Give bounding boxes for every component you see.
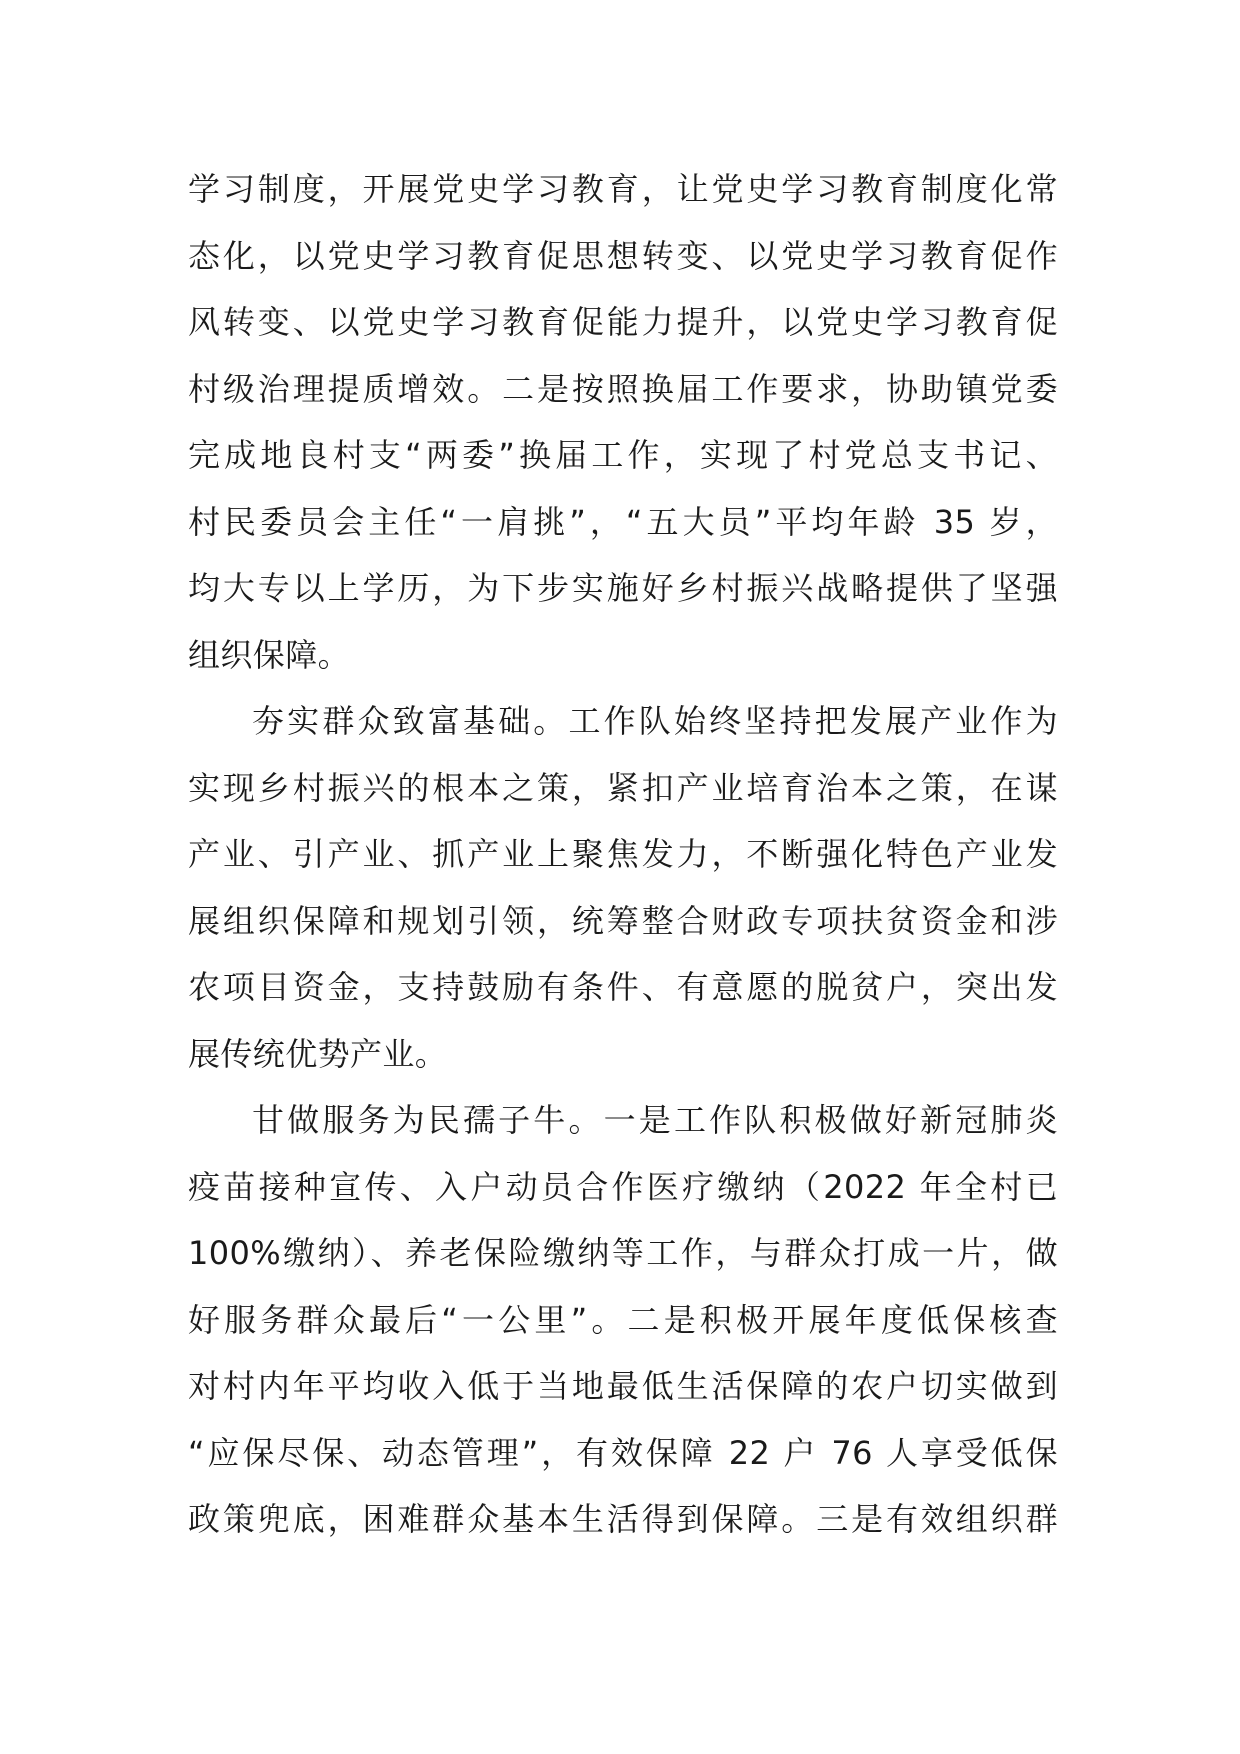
text-line: 对村内年平均收入低于当地最低生活保障的农户切实做到 [188,1367,1058,1405]
text-line: 学习制度，开展党史学习教育，让党史学习教育制度化常 [188,170,1058,208]
text-line: 完成地良村支“两委”换届工作，实现了村党总支书记、 [188,436,1058,474]
text-line: 村级治理提质增效。二是按照换届工作要求，协助镇党委 [188,369,1058,408]
text-line: “应保尽保、动态管理”，有效保障 22 户 76 人享受低保 [188,1433,1058,1472]
paragraph-first-line: 夯实群众致富基础。工作队始终坚持把发展产业作为 [252,702,1058,740]
text-line: 组织保障。 [188,635,351,674]
text-line: 产业、引产业、抓产业上聚焦发力，不断强化特色产业发 [188,835,1058,873]
text-line: 疫苗接种宣传、入户动员合作医疗缴纳（2022 年全村已 [188,1167,1058,1206]
text-line: 100%缴纳）、养老保险缴纳等工作，与群众打成一片，做 [188,1234,1058,1272]
paragraph-first-line: 甘做服务为民孺子牛。一是工作队积极做好新冠肺炎 [252,1101,1058,1139]
text-line: 政策兜底，困难群众基本生活得到保障。三是有效组织群 [188,1500,1058,1538]
text-line: 展组织保障和规划引领，统筹整合财政专项扶贫资金和涉 [188,901,1058,940]
text-line: 农项目资金，支持鼓励有条件、有意愿的脱贫户，突出发 [188,968,1058,1006]
text-line: 态化，以党史学习教育促思想转变、以党史学习教育促作 [188,236,1058,275]
text-line: 村民委员会主任“一肩挑”，“五大员”平均年龄 35 岁， [188,502,1058,541]
text-line: 风转变、以党史学习教育促能力提升，以党史学习教育促 [188,303,1058,341]
text-line: 实现乡村振兴的根本之策，紧扣产业培育治本之策，在谋 [188,768,1058,807]
text-line: 均大专以上学历，为下步实施好乡村振兴战略提供了坚强 [188,569,1058,607]
document-body [188,156,1058,1553]
text-line: 展传统优势产业。 [188,1034,448,1073]
text-line: 好服务群众最后“一公里”。二是积极开展年度低保核查 [188,1300,1058,1339]
